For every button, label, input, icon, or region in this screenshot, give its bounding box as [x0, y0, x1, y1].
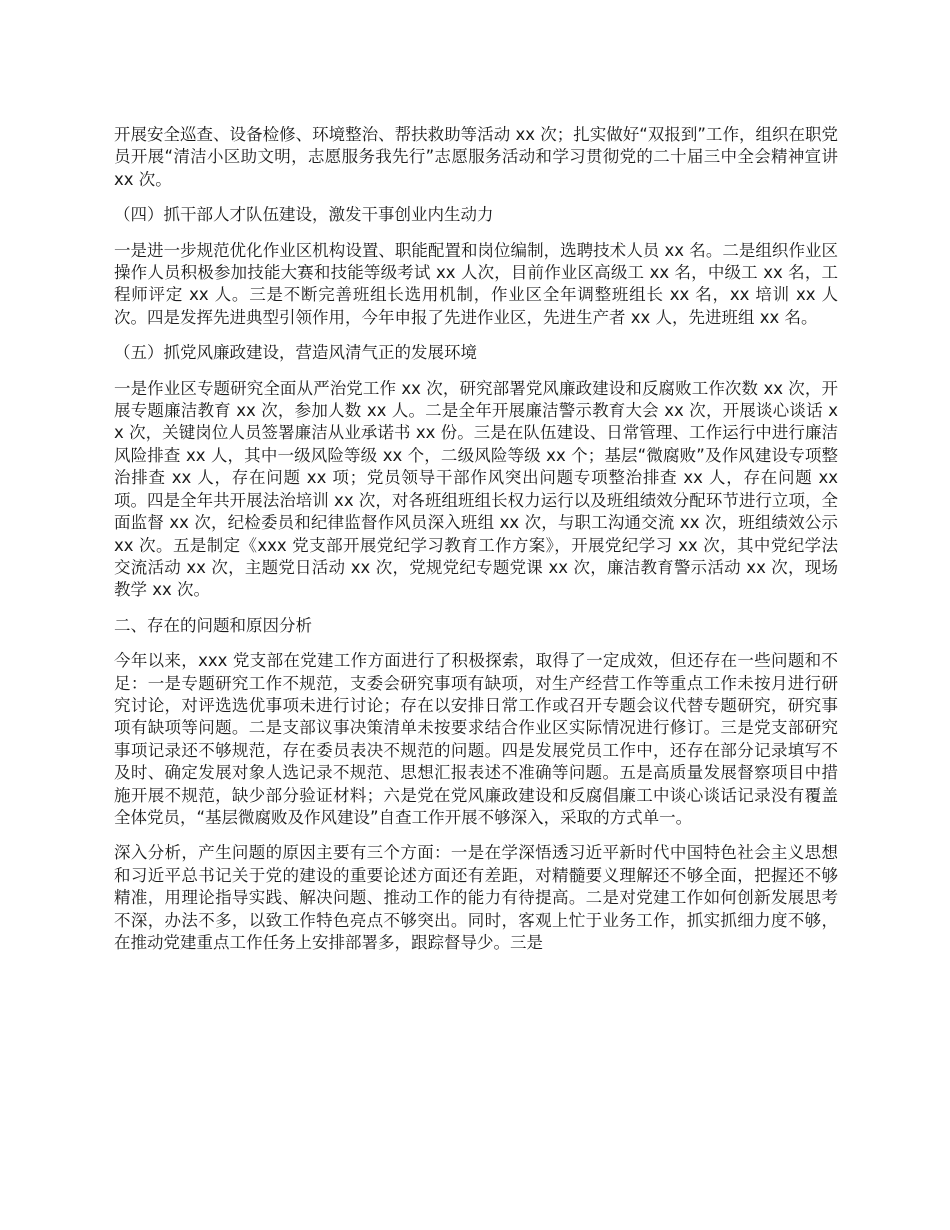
section-heading-integrity: （五）抓党风廉政建设，营造风清气正的发展环境	[114, 343, 477, 363]
paragraph-cadre-team: 一是进一步规范优化作业区机构设置、职能配置和岗位编制，选聘技术人员 xx 名。二是组织作业区操作人员积极参加技能大赛和技能等级考试 xx 人次，目前作业区高级工 xx 名，中级工 xx 名，工程师评定 xx 人。三是不断完善班组长选用机制，作业区全年调整班组长 xx 名，xx 培训 xx 人次。四是发挥先进典型引领作用，今年申报了先进作业区，先进生产者 xx 人，先进班组 xx 名。	[114, 240, 838, 327]
section-heading-problems: 二、存在的问题和原因分析	[114, 615, 312, 635]
paragraph-causes: 深入分析，产生问题的原因主要有三个方面：一是在学深悟透习近平新时代中国特色社会主义思想和习近平总书记关于党的建设的重要论述方面还有差距，对精髓要义理解还不够全面，把握还不够精准，用理论指导实践、解决问题、推动工作的能力有待提高。二是对党建工作如何创新发展思考不深，办法不多，以致工作特色亮点不够突出。同时，客观上忙于业务工作，抓实抓细力度不够，在推动党建重点工作任务上安排部署多，跟踪督导少。三是	[114, 843, 838, 952]
section-heading-cadre-team: （四）抓干部人才队伍建设，激发干事创业内生动力	[114, 205, 494, 225]
document-body	[114, 124, 838, 967]
paragraph-problems: 今年以来，xxx 党支部在党建工作方面进行了积极探索，取得了一定成效，但还存在一些问题和不足：一是专题研究工作不规范，支委会研究事项有缺项，对生产经营工作等重点工作未按月进行研究讨论，对评选选优事项未进行讨论；存在以安排日常工作或召开专题会议代替专题研究，研究事项有缺项等问题。二是支部议事决策清单未按要求结合作业区实际情况进行修订。三是党支部研究事项记录还不够规范，存在委员表决不规范的问题。四是发展党员工作中，还存在部分记录填写不及时、确定发展对象人选记录不规范、思想汇报表述不准确等问题。五是高质量发展督察项目中措施开展不规范，缺少部分验证材料；六是党在党风廉政建设和反腐倡廉工中谈心谈话记录没有覆盖全体党员，“基层微腐败及作风建设”自查工作开展不够深入，采取的方式单一。	[114, 651, 838, 827]
paragraph-integrity: 一是作业区专题研究全面从严治党工作 xx 次，研究部署党风廉政建设和反腐败工作次数 xx 次，开展专题廉洁教育 xx 次，参加人数 xx 人。二是全年开展廉洁警示教育大会 xx 次，开展谈心谈话 xx 次，关键岗位人员签署廉洁从业承诺书 xx 份。三是在队伍建设、日常管理、工作运行中进行廉洁风险排查 xx 人，其中一级风险等级 xx 个，二级风险等级 xx 个；基层“微腐败”及作风建设专项整治排查 xx 人，存在问题 xx 项；党员领导干部作风突出问题专项整治排查 xx 人，存在问题 xx 项。四是全年共开展法治培训 xx 次，对各班组班组长权力运行以及班组绩效分配环节进行立项，全面监督 xx 次，纪检委员和纪律监督作风员深入班组 xx 次，与职工沟通交流 xx 次，班组绩效公示 xx 次。五是制定《xxx 党支部开展党纪学习教育工作方案》，开展党纪学习 xx 次，其中党纪学法交流活动 xx 次，主题党日活动 xx 次，党规党纪专题党课 xx 次，廉洁教育警示活动 xx 次，现场教学 xx 次。	[114, 378, 838, 600]
paragraph-activities: 开展安全巡查、设备检修、环境整治、帮扶救助等活动 xx 次；扎实做好“双报到”工作，组织在职党员开展“清洁小区助文明，志愿服务我先行”志愿服务活动和学习贯彻党的二十届三中全会精神宣讲 xx 次。	[114, 125, 838, 189]
